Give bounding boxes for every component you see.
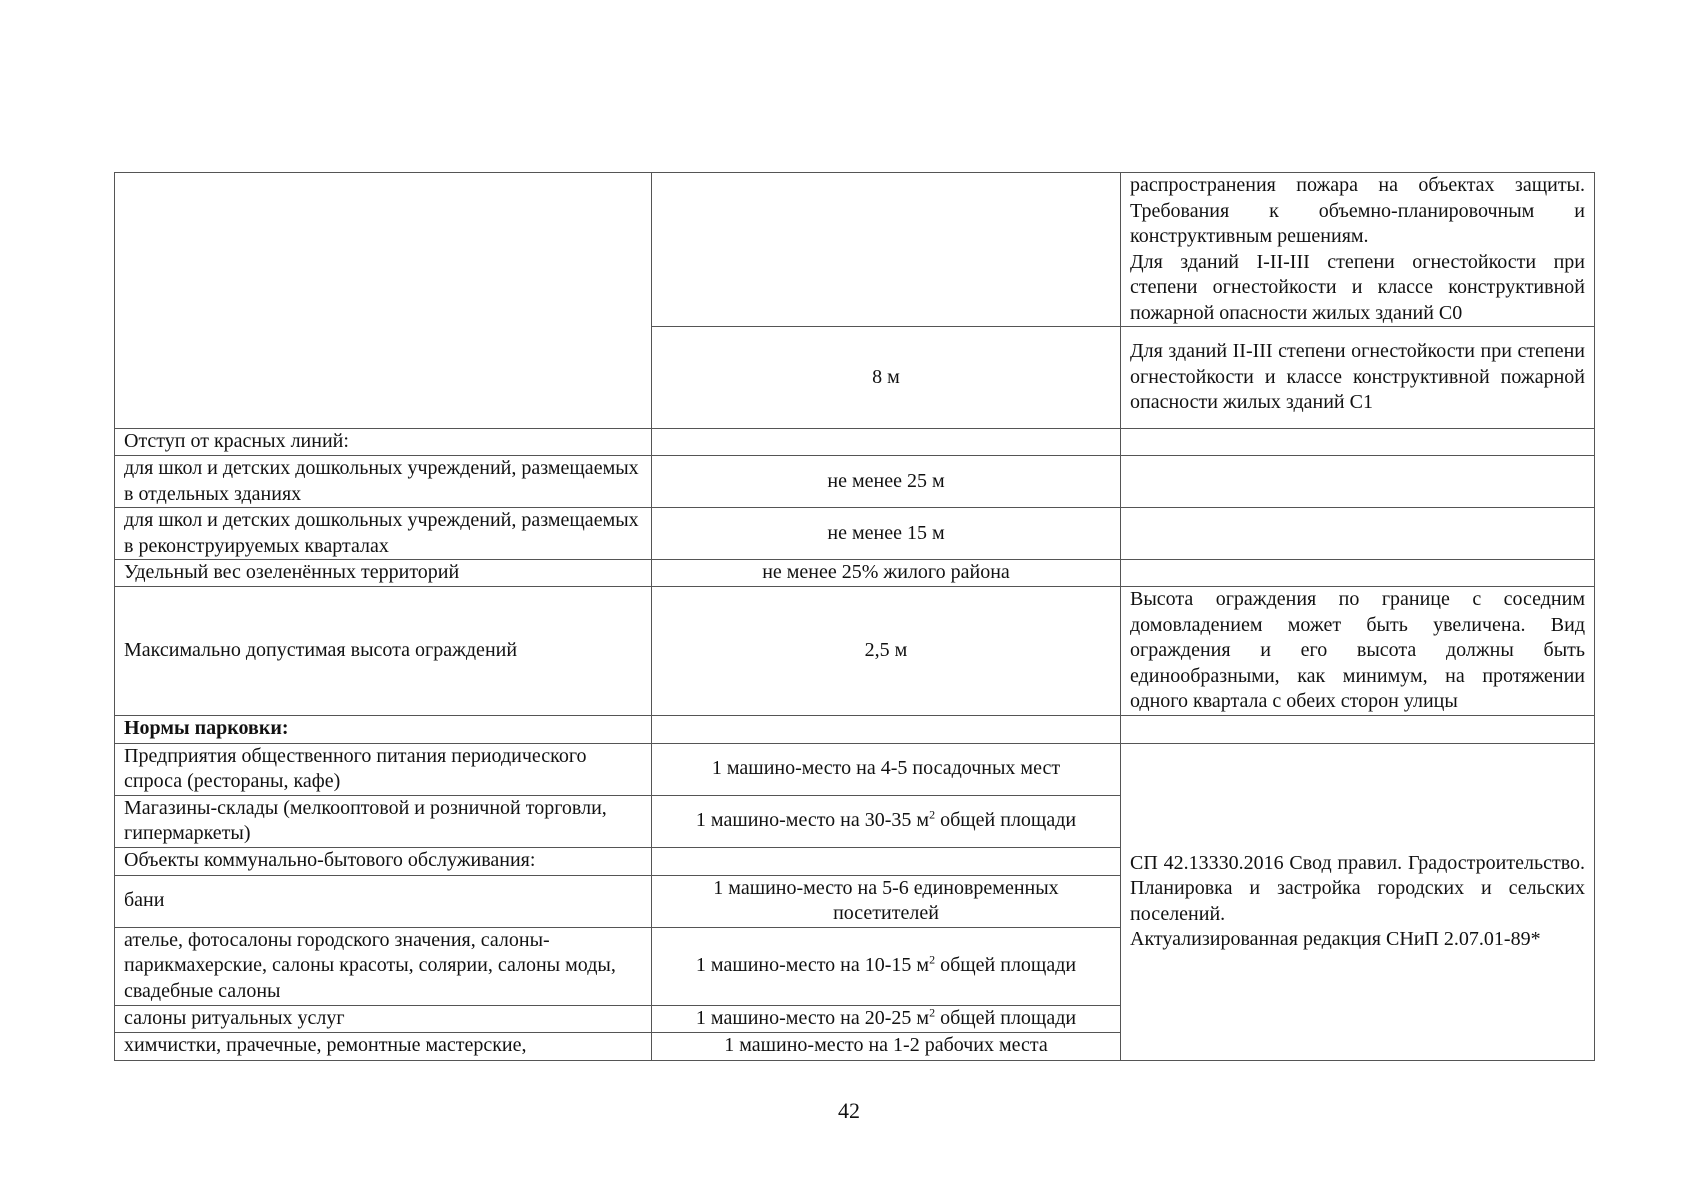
setback-separate-buildings-value: не менее 25 м	[652, 456, 1121, 508]
table-row	[115, 508, 1595, 560]
fire-class-c1-note: Для зданий II-III степени огнестойкости при степени огнестойкости и классе конструктивной пожарной опасности жилых зданий С1	[1121, 327, 1595, 429]
red-line-setback-label: Отступ от красных линий:	[115, 429, 652, 456]
empty-cell	[652, 173, 1121, 327]
baths-label: бани	[115, 875, 652, 927]
baths-value: 1 машино-место на 5-6 единовременных посетителей	[652, 875, 1121, 927]
green-area-value: не менее 25% жилого района	[652, 560, 1121, 587]
table-row	[115, 743, 1595, 795]
salons-label: ателье, фотосалоны городского значения, салоны-парикмахерские, салоны красоты, солярии, салоны моды, свадебные салоны	[115, 927, 652, 1005]
table-row	[115, 429, 1595, 456]
empty-cell	[115, 173, 652, 429]
setback-reconstructed-value: не менее 15 м	[652, 508, 1121, 560]
table-row	[115, 587, 1595, 716]
funeral-services-label: салоны ритуальных услуг	[115, 1005, 652, 1032]
table-row	[115, 173, 1595, 327]
parking-reference: СП 42.13330.2016 Свод правил. Градостроительство. Планировка и застройка городских и сельских поселений.	[1130, 851, 1585, 925]
distance-value: 8 м	[652, 327, 1121, 429]
parking-norms-heading: Нормы парковки:	[115, 715, 652, 743]
page-number: 42	[838, 1098, 860, 1123]
setback-separate-buildings-label: для школ и детских дошкольных учреждений, размещаемых в отдельных зданиях	[115, 456, 652, 508]
fence-height-note: Высота ограждения по границе с соседним домовладением может быть увеличена. Вид ограждения и его высота должны быть единообразными, как минимум, на протяжении одного квартала с обеих сторон улицы	[1121, 587, 1595, 716]
warehouse-stores-value: 1 машино-место на 30-35 $м^2$ общей площади	[652, 795, 1121, 847]
restaurants-value: 1 машино-место на 4-5 посадочных мест	[652, 743, 1121, 795]
salons-value: 1 машино-место на 10-15 $м^2$ общей площади	[652, 927, 1121, 1005]
table-row	[115, 560, 1595, 587]
green-area-label: Удельный вес озеленённых территорий	[115, 560, 652, 587]
utility-services-label: Объекты коммунально-бытового обслуживания:	[115, 847, 652, 875]
parking-reference-cell	[1121, 743, 1595, 1060]
fence-height-label: Максимально допустимая высота ограждений	[115, 587, 652, 716]
regulations-table	[114, 172, 1595, 1061]
fence-height-value: 2,5 м	[652, 587, 1121, 716]
table-row	[115, 456, 1595, 508]
restaurants-label: Предприятия общественного питания периодического спроса (рестораны, кафе)	[115, 743, 652, 795]
fire-class-c0-note: Для зданий I-II-III степени огнестойкости при степени огнестойкости и классе конструктивной пожарной опасности жилых зданий С0	[1130, 250, 1585, 324]
fire-spread-note: распространения пожара на объектах защиты. Требования к объемно-планировочным и конструктивным решениям.	[1130, 174, 1585, 247]
warehouse-stores-label: Магазины-склады (мелкооптовой и розничной торговли, гипермаркеты)	[115, 795, 652, 847]
setback-reconstructed-label: для школ и детских дошкольных учреждений, размещаемых в реконструируемых кварталах	[115, 508, 652, 560]
parking-reference-edition: Актуализированная редакция СНиП 2.07.01-89*	[1130, 928, 1541, 950]
fire-spread-note-cell	[1121, 173, 1595, 327]
dry-cleaning-label: химчистки, прачечные, ремонтные мастерские,	[115, 1032, 652, 1060]
table-row	[115, 715, 1595, 743]
dry-cleaning-value: 1 машино-место на 1-2 рабочих места	[652, 1032, 1121, 1060]
funeral-services-value: 1 машино-место на 20-25 $м^2$ общей площади	[652, 1005, 1121, 1032]
